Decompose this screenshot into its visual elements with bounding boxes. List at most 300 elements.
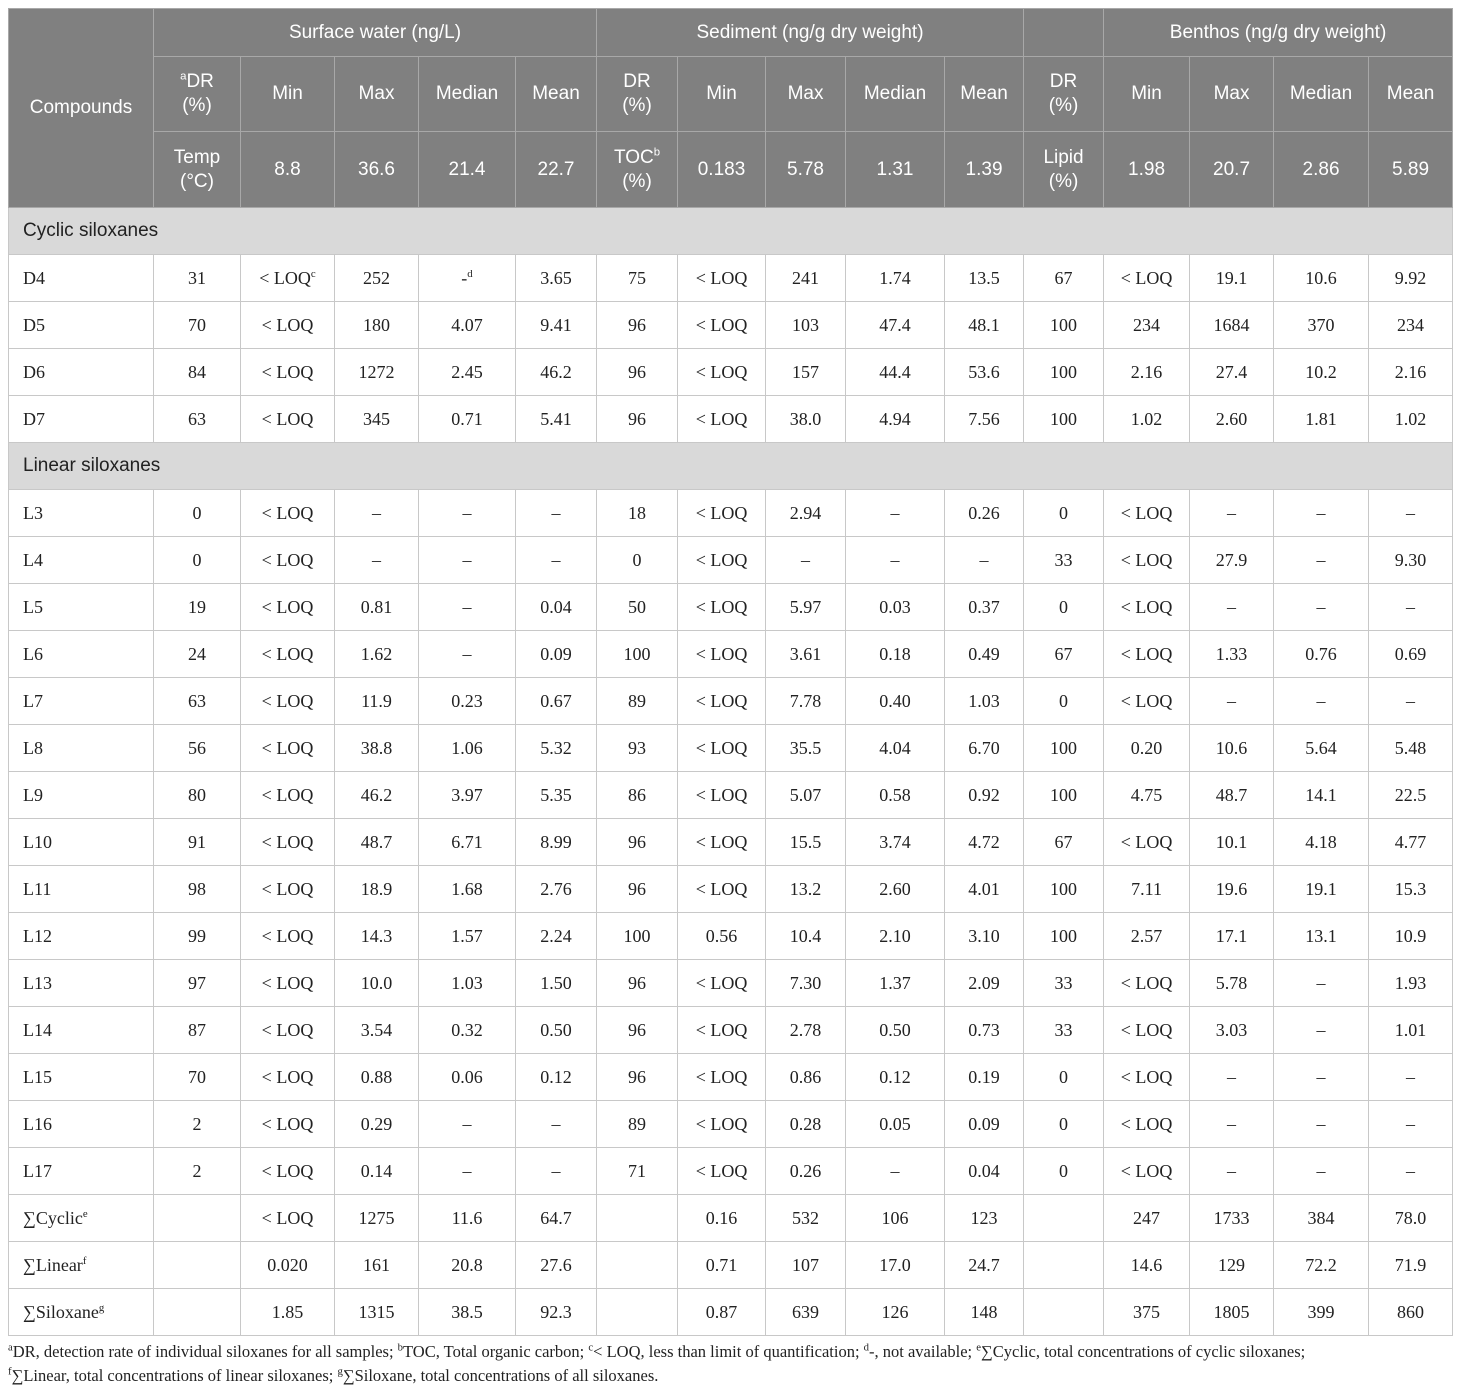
value-cell (335, 631, 419, 678)
cell-value: 14.6 (1130, 1254, 1163, 1275)
footnote-text: < LOQ, less than limit of quantification; (593, 1342, 864, 1361)
cell-value: 2.60 (879, 878, 911, 899)
cell-value: 1275 (358, 1207, 395, 1228)
value-cell (154, 490, 241, 537)
cell-value: 252 (363, 267, 390, 288)
value-cell (1274, 725, 1369, 772)
value-cell (1104, 396, 1190, 443)
cell-value: 126 (881, 1301, 909, 1322)
header-row-properties (9, 132, 1453, 208)
value-cell (846, 1054, 945, 1101)
compound-label: L16 (23, 1113, 52, 1134)
cell-value: 71 (628, 1160, 647, 1181)
value-cell (1369, 772, 1453, 819)
cell-value: – (462, 549, 472, 570)
value-cell (335, 1289, 419, 1336)
value-cell (1024, 1242, 1104, 1289)
value-cell (335, 819, 419, 866)
cell-value: < LOQ (261, 1207, 314, 1228)
value-cell (846, 772, 945, 819)
water-dr-header (154, 57, 241, 132)
cell-value: – (551, 549, 561, 570)
cell-value: < LOQ (695, 1113, 748, 1134)
cell-value: 1.74 (879, 267, 911, 288)
table-row (9, 1007, 1453, 1054)
cell-value: < LOQ (695, 784, 748, 805)
value-cell (1190, 349, 1274, 396)
value-cell (766, 1054, 846, 1101)
compound-label: ∑Siloxane (23, 1301, 99, 1322)
cell-value: < LOQ (1120, 549, 1173, 570)
value-cell (1190, 584, 1274, 631)
cell-value: – (551, 1113, 561, 1134)
value-cell (597, 1007, 678, 1054)
value-cell (597, 349, 678, 396)
cell-value: 3.10 (968, 925, 1000, 946)
cell-value: 0.56 (705, 925, 738, 946)
cell-value: 96 (628, 878, 647, 899)
value-cell (1104, 1148, 1190, 1195)
value-cell (678, 349, 766, 396)
value-cell (154, 1289, 241, 1336)
value-cell (1024, 584, 1104, 631)
cell-value: 0 (1059, 1160, 1069, 1181)
value-cell (516, 537, 597, 584)
value-cell (241, 725, 335, 772)
value-cell (945, 255, 1024, 302)
value-cell (241, 1195, 335, 1242)
compound-name (9, 584, 154, 631)
cell-value: < LOQ (261, 1019, 314, 1040)
cell-value: < LOQ (1120, 267, 1173, 288)
compound-name (9, 537, 154, 584)
compound-label: L13 (23, 972, 52, 993)
value-cell (241, 960, 335, 1007)
cell-value: 345 (363, 408, 390, 429)
footnote-mark: c (310, 267, 316, 280)
cell-value: < LOQ (1120, 831, 1173, 852)
cell-value: 0.81 (360, 596, 393, 617)
cell-value: 4.75 (1130, 784, 1163, 805)
value-cell (1274, 396, 1369, 443)
value-cell (846, 1101, 945, 1148)
value-cell (846, 255, 945, 302)
value-cell (846, 302, 945, 349)
cell-value: – (890, 502, 900, 523)
value-cell (1104, 537, 1190, 584)
cell-value: 399 (1307, 1301, 1335, 1322)
siloxane-table (8, 8, 1453, 1336)
value-cell (846, 1148, 945, 1195)
value-cell (1274, 302, 1369, 349)
value-cell (154, 866, 241, 913)
value-cell (1024, 1289, 1104, 1336)
value-cell (516, 1101, 597, 1148)
sediment-dr-header (597, 57, 678, 132)
value-cell (945, 725, 1024, 772)
value-cell (335, 913, 419, 960)
footnote-text: DR, detection rate of individual siloxanes for all samples; (12, 1342, 398, 1361)
value-cell (846, 396, 945, 443)
cell-value: 100 (1050, 784, 1078, 805)
cell-value: 96 (628, 831, 647, 852)
value-cell (1104, 866, 1190, 913)
cell-value: 64.7 (540, 1207, 572, 1228)
value-cell (241, 1101, 335, 1148)
cell-value: 0 (1059, 690, 1069, 711)
cell-value: 0.12 (540, 1066, 572, 1087)
cell-value: 67 (1054, 267, 1073, 288)
cell-value: 11.6 (451, 1207, 483, 1228)
value-cell (1104, 255, 1190, 302)
cell-value: 0 (1059, 1113, 1069, 1134)
cell-value: – (1316, 1019, 1326, 1040)
value-cell (1190, 1007, 1274, 1054)
cell-value: 89 (628, 1113, 647, 1134)
cell-value: 0.50 (540, 1019, 572, 1040)
value-cell (154, 1148, 241, 1195)
value-cell (846, 1242, 945, 1289)
cell-value: – (1406, 1113, 1416, 1134)
cell-value: – (1227, 502, 1237, 523)
value-cell (241, 1242, 335, 1289)
footnote-mark: c (588, 1341, 594, 1354)
value-cell (846, 490, 945, 537)
header-row-stats (9, 57, 1453, 132)
value-cell (945, 1242, 1024, 1289)
value-cell (1104, 349, 1190, 396)
cell-value: 33 (1054, 1019, 1073, 1040)
value-cell (241, 537, 335, 584)
value-cell (241, 819, 335, 866)
value-cell (516, 1148, 597, 1195)
cell-value: 1.03 (968, 690, 1000, 711)
lipid-unit: (%) (1048, 170, 1079, 192)
compound-label: L12 (23, 925, 52, 946)
value-cell (516, 302, 597, 349)
compound-name (9, 302, 154, 349)
cell-value: < LOQ (261, 408, 314, 429)
value-cell (597, 1195, 678, 1242)
table-row (9, 819, 1453, 866)
value-cell (335, 1148, 419, 1195)
value-cell (597, 396, 678, 443)
value-cell (945, 678, 1024, 725)
cell-value: 10.6 (1215, 737, 1248, 758)
value-cell (766, 913, 846, 960)
value-cell (1190, 1289, 1274, 1336)
cell-value: – (1406, 596, 1416, 617)
footnote-mark: g (98, 1301, 105, 1314)
value-cell (516, 631, 597, 678)
cell-value: 247 (1133, 1207, 1161, 1228)
value-cell (1104, 913, 1190, 960)
value-cell (1274, 1007, 1369, 1054)
value-cell (1274, 1101, 1369, 1148)
cell-value: < LOQ (1120, 596, 1173, 617)
cell-value: – (890, 1160, 900, 1181)
cell-value: 5.48 (1394, 737, 1427, 758)
value-cell (1104, 302, 1190, 349)
section-title: Linear siloxanes (9, 443, 1453, 490)
cell-value: 18.9 (360, 878, 393, 899)
cell-value: 7.30 (789, 972, 822, 993)
value-cell (419, 866, 516, 913)
value-cell (1024, 631, 1104, 678)
cell-value: 123 (970, 1207, 998, 1228)
footnote-text: TOC, Total organic carbon; (403, 1342, 589, 1361)
table-row (9, 1101, 1453, 1148)
benthos-max-header: Max (1190, 57, 1274, 132)
cell-value: 3.03 (1215, 1019, 1248, 1040)
value-cell (419, 1148, 516, 1195)
table-row (9, 584, 1453, 631)
value-cell (678, 866, 766, 913)
value-cell (597, 537, 678, 584)
cell-value: – (801, 549, 811, 570)
value-cell (516, 349, 597, 396)
value-cell (1104, 1289, 1190, 1336)
value-cell (945, 396, 1024, 443)
cell-value: < LOQ (695, 972, 748, 993)
cell-value: < LOQ (695, 549, 748, 570)
value-cell (1190, 1195, 1274, 1242)
value-cell (945, 960, 1024, 1007)
toc-mean: 1.39 (945, 132, 1024, 208)
cell-value: 0.67 (540, 690, 572, 711)
cell-value: 384 (1307, 1207, 1335, 1228)
cell-value: – (1406, 502, 1416, 523)
dr-label: DR (186, 71, 214, 92)
cell-value: 27.9 (1215, 549, 1248, 570)
cell-value: < LOQ (695, 1160, 748, 1181)
cell-value: 2 (192, 1113, 202, 1134)
cell-value: – (462, 596, 472, 617)
cell-value: 100 (623, 925, 651, 946)
value-cell (1274, 537, 1369, 584)
cell-value: 0.58 (879, 784, 911, 805)
value-cell (154, 1195, 241, 1242)
value-cell (241, 1148, 335, 1195)
cell-value: < LOQ (261, 361, 314, 382)
cell-value: 3.65 (540, 267, 572, 288)
cell-value: 0 (1059, 596, 1069, 617)
cell-value: 44.4 (879, 361, 911, 382)
value-cell (1369, 866, 1453, 913)
cell-value: < LOQ (695, 408, 748, 429)
value-cell (846, 725, 945, 772)
table-header (9, 9, 1453, 208)
cell-value: 67 (1054, 831, 1073, 852)
cell-value: 161 (363, 1254, 390, 1275)
cell-value: < LOQ (261, 596, 314, 617)
cell-value: 70 (188, 314, 206, 335)
compound-name (9, 349, 154, 396)
value-cell (1024, 1054, 1104, 1101)
cell-value: 10.6 (1305, 267, 1337, 288)
cell-value: < LOQ (695, 267, 748, 288)
compound-label: L6 (23, 643, 43, 664)
compound-name (9, 725, 154, 772)
value-cell (678, 1148, 766, 1195)
cell-value: – (1227, 1066, 1237, 1087)
cell-value: 67 (1054, 643, 1073, 664)
value-cell (1369, 302, 1453, 349)
cell-value: < LOQ (1120, 1160, 1173, 1181)
cell-value: 0.16 (705, 1207, 738, 1228)
value-cell (419, 819, 516, 866)
cell-value: < LOQ (261, 1113, 314, 1134)
compound-label: L14 (23, 1019, 52, 1040)
value-cell (1024, 396, 1104, 443)
cell-value: 15.5 (789, 831, 822, 852)
value-cell (1369, 819, 1453, 866)
compound-name (9, 631, 154, 678)
cell-value: 0.71 (705, 1254, 738, 1275)
compound-label: L3 (23, 502, 43, 523)
value-cell (154, 396, 241, 443)
compound-label: L17 (23, 1160, 52, 1181)
value-cell (419, 302, 516, 349)
value-cell (945, 490, 1024, 537)
cell-value: 2.24 (540, 925, 572, 946)
cell-value: < LOQ (261, 502, 314, 523)
value-cell (597, 584, 678, 631)
cell-value: 0.26 (789, 1160, 822, 1181)
cell-value: 0.19 (968, 1066, 1000, 1087)
footnote-mark: f (8, 1365, 12, 1378)
cell-value: < LOQ (695, 314, 748, 335)
value-cell (1104, 490, 1190, 537)
value-cell (766, 302, 846, 349)
cell-value: 0.71 (451, 408, 483, 429)
value-cell (1104, 1195, 1190, 1242)
cell-value: 4.18 (1305, 831, 1337, 852)
cell-value: 0.06 (451, 1066, 483, 1087)
lipid-header (1024, 132, 1104, 208)
toc-max: 5.78 (766, 132, 846, 208)
value-cell (1190, 678, 1274, 725)
value-cell (1369, 678, 1453, 725)
cell-value: 1.03 (451, 972, 483, 993)
cell-value: – (462, 643, 472, 664)
compound-label: ∑Cyclic (23, 1207, 83, 1228)
compound-name (9, 1101, 154, 1148)
value-cell (154, 255, 241, 302)
value-cell (516, 1195, 597, 1242)
value-cell (419, 678, 516, 725)
value-cell (1190, 255, 1274, 302)
cell-value: 48.7 (360, 831, 393, 852)
cell-value: 4.01 (968, 878, 1000, 899)
cell-value: 0.18 (879, 643, 911, 664)
value-cell (766, 866, 846, 913)
cell-value: 129 (1218, 1254, 1246, 1275)
cell-value: 1.81 (1305, 408, 1337, 429)
value-cell (766, 255, 846, 302)
value-cell (766, 537, 846, 584)
value-cell (1104, 725, 1190, 772)
value-cell (945, 866, 1024, 913)
cell-value: 17.0 (879, 1254, 911, 1275)
compound-name (9, 1148, 154, 1195)
compound-name (9, 960, 154, 1007)
cell-value: 63 (188, 690, 206, 711)
value-cell (154, 1054, 241, 1101)
cell-value: 4.04 (879, 737, 911, 758)
cell-value: 47.4 (879, 314, 911, 335)
cell-value: 0 (192, 502, 202, 523)
cell-value: 0.09 (540, 643, 572, 664)
value-cell (678, 725, 766, 772)
cell-value: < LOQ (261, 314, 314, 335)
cell-value: – (1316, 1160, 1326, 1181)
cell-value: 19 (188, 596, 206, 617)
value-cell (1369, 1242, 1453, 1289)
cell-value: < LOQ (1120, 1066, 1173, 1087)
value-cell (154, 678, 241, 725)
value-cell (516, 725, 597, 772)
lipid-mean: 5.89 (1369, 132, 1453, 208)
value-cell (1274, 1054, 1369, 1101)
value-cell (335, 396, 419, 443)
value-cell (154, 302, 241, 349)
value-cell (766, 396, 846, 443)
value-cell (419, 255, 516, 302)
value-cell (335, 349, 419, 396)
value-cell (1104, 1007, 1190, 1054)
temp-max: 36.6 (335, 132, 419, 208)
value-cell (1024, 302, 1104, 349)
value-cell (1369, 255, 1453, 302)
value-cell (419, 1007, 516, 1054)
value-cell (766, 584, 846, 631)
cell-value: 157 (792, 361, 820, 382)
cell-value: 0.49 (968, 643, 1000, 664)
cell-value: 107 (792, 1254, 820, 1275)
value-cell (335, 1242, 419, 1289)
compound-name (9, 1195, 154, 1242)
value-cell (154, 349, 241, 396)
value-cell (241, 349, 335, 396)
compound-name (9, 255, 154, 302)
cell-value: 13.2 (789, 878, 822, 899)
cell-value: < LOQ (261, 925, 314, 946)
cell-value: < LOQ (261, 972, 314, 993)
cell-value: 0 (632, 549, 642, 570)
value-cell (1024, 772, 1104, 819)
cell-value: – (1316, 972, 1326, 993)
table-row (9, 1195, 1453, 1242)
cell-value: 0.69 (1394, 643, 1427, 664)
footnote-mark: e (976, 1341, 982, 1354)
value-cell (1369, 631, 1453, 678)
cell-value: 70 (188, 1066, 206, 1087)
cell-value: 10.4 (789, 925, 822, 946)
value-cell (154, 537, 241, 584)
cell-value: 1.06 (451, 737, 483, 758)
table-row (9, 1289, 1453, 1336)
value-cell (678, 631, 766, 678)
value-cell (1104, 631, 1190, 678)
value-cell (678, 584, 766, 631)
cell-value: 14.1 (1305, 784, 1337, 805)
cell-value: 2.60 (1215, 408, 1248, 429)
cell-value: 0.76 (1305, 643, 1337, 664)
cell-value: 8.99 (540, 831, 572, 852)
value-cell (516, 255, 597, 302)
cell-value: 860 (1397, 1301, 1425, 1322)
